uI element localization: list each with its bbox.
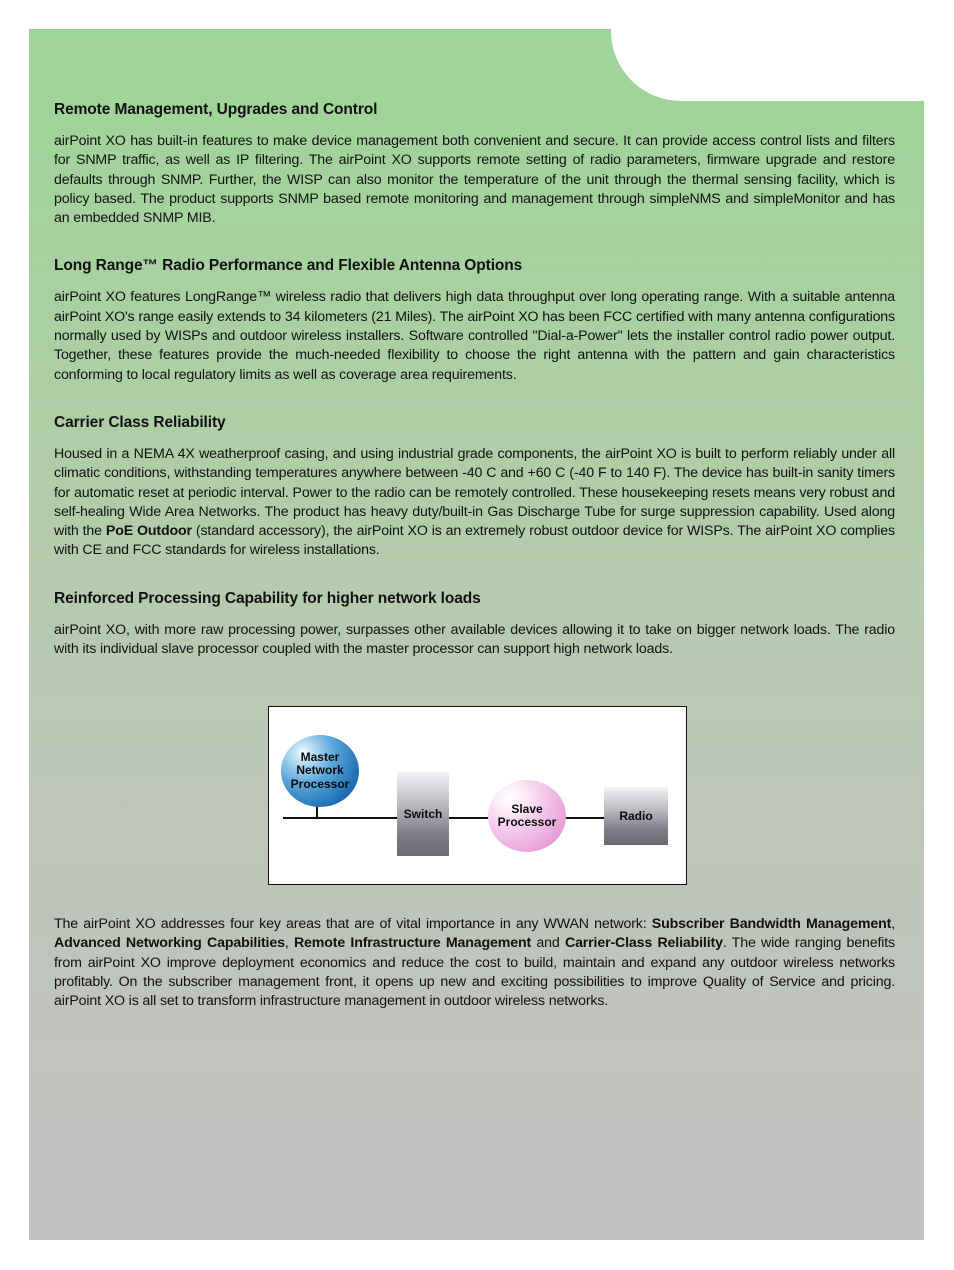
section-processing	[54, 589, 895, 660]
section-body: airPoint XO features LongRange™ wireless radio that delivers high data throughput over long operating range. With a suitable antenna airPoint XO's range easily extends to 34 kilometers (21 Miles). The airPoint XO has been FCC certified with many antenna configurations normally used by WISPs and outdoor wireless installers. Software controlled "Dial-a-Power" lets the installer control radio power output. Together, these features provide the much-needed flexibility to choose the right antenna with the pattern and gain characteristics conforming to local regulatory limits as well as coverage area requirements.	[54, 289, 895, 383]
body-text: ,	[891, 916, 895, 932]
closing-content	[54, 915, 895, 1011]
section-long-range	[54, 256, 895, 384]
node-label: Network	[296, 763, 344, 778]
section-body: airPoint XO, with more raw processing power, surpasses other available devices allowing it to take on bigger network loads. The radio with its individual slave processor coupled with the master processor can support high network loads.	[54, 621, 895, 658]
body-text: Housed in a NEMA 4X weatherproof casing, and using industrial grade components, the airPoint XO is built to perform reliably under all climatic conditions, withstanding temperatures anywhere between -40 C and +60 C (-40 F to 140 F). The device has built-in sanity timers for automatic reset at periodic interval. Power to the radio can be remotely controlled. These housekeeping resets means very robust and self-healing Wide Area Networks. The product has heavy duty/built-in Gas Discharge Tube for surge suppression capability. Used along with the	[54, 445, 895, 540]
body-bold-text: Advanced Networking Capabilities	[54, 935, 285, 952]
network-diagram	[268, 706, 687, 885]
slave-processor-node	[488, 780, 566, 852]
node-label: Processor	[290, 776, 350, 791]
radio-node	[604, 787, 668, 845]
body-bold-text: Remote Infrastructure Management	[293, 935, 532, 952]
closing-paragraph	[54, 915, 895, 1011]
body-bold-text: PoE Outdoor	[105, 523, 192, 540]
document-content	[54, 100, 895, 687]
body-text: . The wide ranging benefits from airPoint XO improve deployment economics and reduce the cost to build, maintain and expand any outdoor wireless networks profitably. On the subscriber management front, it opens up new and exciting possibilities to improve Quality of Service and pricing. airPoint XO is all set to transform infrastructure management in outdoor wireless networks.	[54, 935, 895, 1010]
section-heading: Carrier Class Reliability	[54, 413, 226, 431]
body-text: (standard accessory), the airPoint XO is an extremely robust outdoor device for WISPs. The airPoint XO complies with CE and FCC standards for wireless installations.	[54, 523, 895, 559]
body-bold-text: Carrier-Class Reliability	[564, 935, 723, 952]
body-text: and	[531, 935, 565, 952]
section-heading: Remote Management, Upgrades and Control	[54, 101, 378, 118]
section-carrier-class	[54, 413, 895, 561]
node-label: Slave	[511, 801, 543, 816]
node-label: Processor	[497, 815, 557, 829]
page-corner-cutout	[611, 29, 924, 101]
section-heading: Reinforced Processing Capability for higher network loads	[54, 589, 481, 607]
section-body	[54, 445, 895, 561]
node-label: Switch	[403, 807, 443, 821]
section-remote-management	[54, 100, 895, 228]
section-body: airPoint XO has built-in features to make device management both convenient and secure. It can provide access control lists and filters for SNMP traffic, as well as IP filtering. The airPoint XO supports remote setting of radio parameters, firmware upgrade and restore defaults through SNMP. Further, the WISP can also monitor the temperature of the unit through the thermal sensing facility, which is policy based. The product supports SNMP based remote monitoring and management through simpleNMS and simpleMonitor and has an embedded SNMP MIB.	[54, 133, 895, 227]
switch-node	[397, 772, 449, 856]
section-heading: Long Range™ Radio Performance and Flexible Antenna Options	[54, 257, 523, 275]
body-bold-text: Subscriber Bandwidth Management	[651, 916, 892, 932]
node-label: Master	[300, 749, 340, 764]
body-text: The airPoint XO addresses four key areas that are of vital importance in any WWAN network:	[54, 916, 652, 932]
node-label: Radio	[619, 809, 653, 823]
body-text: ,	[284, 935, 294, 952]
master-processor-node	[281, 735, 359, 807]
